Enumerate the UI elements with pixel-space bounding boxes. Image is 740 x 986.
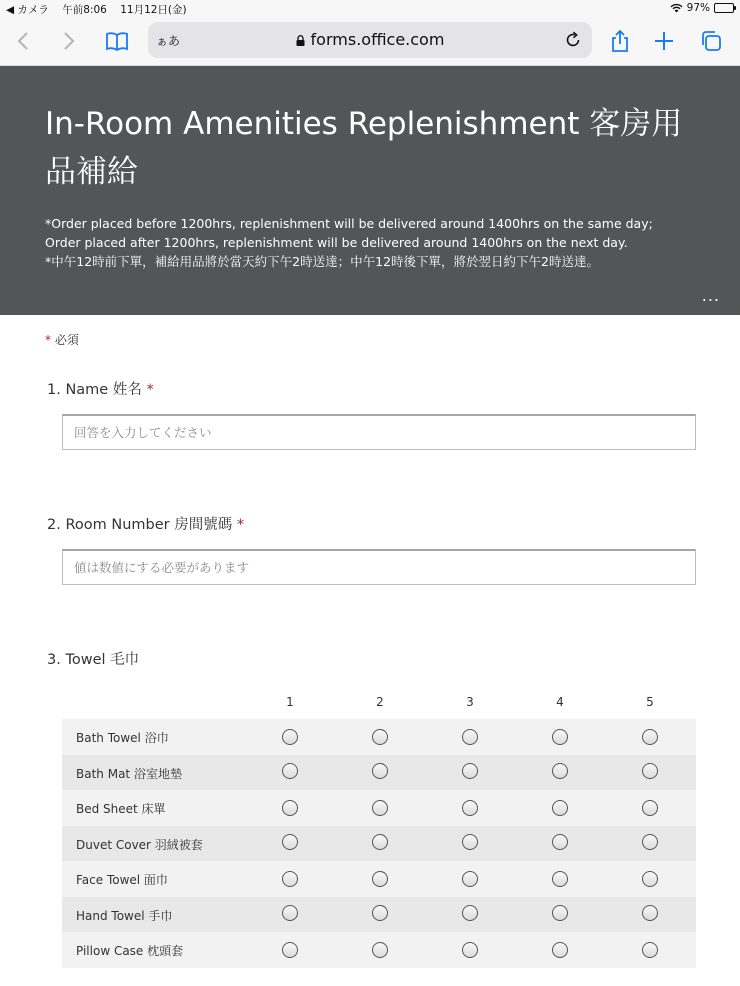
likert-radio-2[interactable] (372, 729, 388, 745)
likert-radio-2[interactable] (372, 942, 388, 958)
likert-radio-5[interactable] (642, 905, 658, 921)
status-bar (0, 0, 740, 17)
status-date: 11月12日(金) (120, 4, 187, 16)
likert-radio-2[interactable] (372, 905, 388, 921)
likert-radio-3[interactable] (462, 871, 478, 887)
new-tab-button[interactable] (650, 27, 678, 55)
likert-row (62, 719, 696, 755)
form-description (45, 214, 705, 271)
likert-radio-3[interactable] (462, 834, 478, 850)
likert-radio-5[interactable] (642, 871, 658, 887)
plus-icon (652, 29, 676, 53)
required-star: * (236, 517, 245, 533)
likert-row-label: Hand Towel 手巾 (76, 908, 173, 923)
likert-radio-1[interactable] (282, 871, 298, 887)
likert-radio-3[interactable] (462, 942, 478, 958)
reader-options-button[interactable]: ぁあ (156, 34, 181, 48)
likert-radio-4[interactable] (552, 905, 568, 921)
name-input[interactable] (62, 414, 696, 450)
likert-radio-5[interactable] (642, 729, 658, 745)
likert-radio-3[interactable] (462, 800, 478, 816)
description-line: Order placed after 1200hrs, replenishment will be delivered around 1400hrs on the next day. (45, 235, 628, 250)
likert-radio-1[interactable] (282, 905, 298, 921)
likert-radio-4[interactable] (552, 942, 568, 958)
likert-row (62, 826, 696, 862)
likert-header (62, 685, 696, 719)
address-bar[interactable] (148, 22, 592, 58)
chevron-left-icon (12, 29, 36, 53)
likert-radio-3[interactable] (462, 763, 478, 779)
required-note (45, 331, 79, 348)
likert-row (62, 932, 696, 968)
likert-radio-4[interactable] (552, 834, 568, 850)
more-options-button[interactable]: ... (701, 286, 720, 305)
likert-radio-2[interactable] (372, 763, 388, 779)
lock-icon (296, 35, 305, 46)
likert-column-1: 1 (286, 695, 294, 709)
question-1-title (47, 378, 154, 399)
likert-radio-3[interactable] (462, 905, 478, 921)
likert-row (62, 897, 696, 933)
likert-column-5: 5 (646, 695, 654, 709)
likert-row-label: Bath Towel 浴巾 (76, 731, 169, 745)
likert-row (62, 755, 696, 791)
tabs-icon (699, 29, 723, 53)
required-note-text: 必須 (54, 333, 79, 347)
status-time: 午前8:06 (62, 4, 107, 16)
likert-radio-1[interactable] (282, 942, 298, 958)
form-title: In-Room Amenities Replenishment 客房用品補給 (45, 106, 683, 190)
towel-likert-table (62, 685, 696, 968)
back-button[interactable] (10, 27, 38, 55)
battery-icon (714, 3, 734, 13)
question-3-title (47, 648, 139, 669)
likert-radio-1[interactable] (282, 729, 298, 745)
likert-column-2: 2 (376, 695, 384, 709)
question-text: Towel 毛巾 (65, 652, 140, 668)
likert-rows (62, 719, 696, 968)
tabs-overview-button[interactable] (697, 27, 725, 55)
bookmarks-button[interactable] (103, 27, 131, 55)
likert-radio-5[interactable] (642, 763, 658, 779)
likert-radio-2[interactable] (372, 834, 388, 850)
question-number: 3. (47, 652, 61, 668)
url-text: forms.office.com (310, 30, 445, 49)
required-star: * (146, 382, 154, 398)
likert-row-label: Bed Sheet 床單 (76, 802, 166, 816)
description-line: *Order placed before 1200hrs, replenishment will be delivered around 1400hrs on the same day; (45, 216, 653, 231)
likert-radio-5[interactable] (642, 942, 658, 958)
browser-toolbar (0, 17, 740, 66)
room-number-input[interactable] (62, 549, 696, 585)
question-text: Name 姓名 (65, 382, 142, 398)
battery-percent: 97% (686, 2, 710, 14)
question-number: 1. (47, 382, 61, 398)
reload-icon[interactable] (562, 29, 584, 51)
likert-radio-5[interactable] (642, 834, 658, 850)
likert-row-label: Pillow Case 枕頭套 (76, 944, 184, 958)
likert-radio-4[interactable] (552, 800, 568, 816)
likert-radio-4[interactable] (552, 871, 568, 887)
likert-row-label: Face Towel 面巾 (76, 873, 168, 887)
chevron-right-icon (56, 29, 80, 53)
likert-row (62, 861, 696, 897)
likert-radio-3[interactable] (462, 729, 478, 745)
likert-row-label: Duvet Cover 羽絨被套 (76, 837, 203, 852)
description-line: *中午12時前下單，補給用品將於當天約下午2時送達；中午12時後下單，將於翌日約下午2時送達。 (45, 254, 599, 269)
likert-radio-4[interactable] (552, 763, 568, 779)
form-header (0, 66, 740, 315)
likert-column-3: 3 (466, 695, 474, 709)
likert-column-4: 4 (556, 695, 564, 709)
likert-radio-4[interactable] (552, 729, 568, 745)
likert-radio-1[interactable] (282, 834, 298, 850)
question-text: Room Number 房間號碼 (65, 517, 233, 533)
required-star: * (45, 333, 51, 347)
book-icon (105, 29, 129, 53)
likert-radio-1[interactable] (282, 800, 298, 816)
question-number: 2. (47, 517, 61, 533)
wifi-icon (670, 3, 683, 13)
likert-row-label: Bath Mat 浴室地墊 (76, 766, 182, 781)
likert-row (62, 790, 696, 826)
forward-button[interactable] (54, 27, 82, 55)
likert-radio-1[interactable] (282, 763, 298, 779)
question-2-title (47, 513, 244, 534)
share-icon (608, 29, 632, 53)
share-button[interactable] (606, 27, 634, 55)
likert-radio-5[interactable] (642, 800, 658, 816)
likert-radio-2[interactable] (372, 871, 388, 887)
back-to-app-link[interactable]: ◀ カメラ (6, 4, 49, 16)
likert-radio-2[interactable] (372, 800, 388, 816)
